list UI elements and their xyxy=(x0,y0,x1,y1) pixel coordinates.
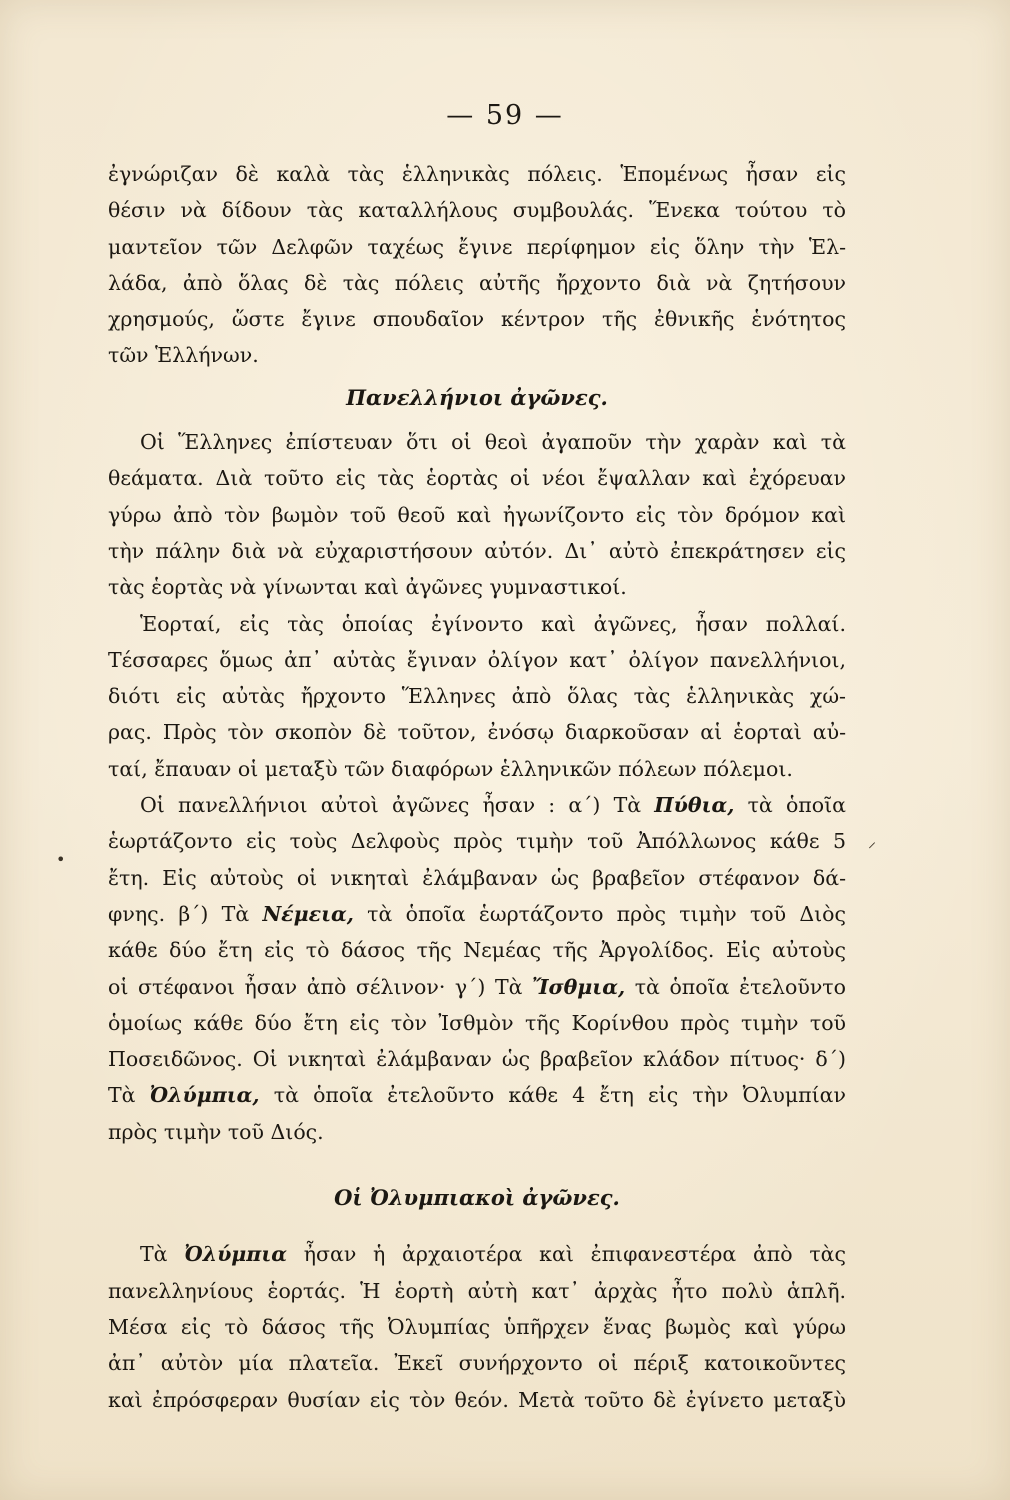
margin-dot: • xyxy=(56,850,66,869)
paragraph-olympia-origins xyxy=(108,1236,846,1417)
text-line: Μέσα εἰς τὸ δάσος τῆς Ὀλυμπίας ὑπῆρχεν ἕνας βωμὸς καὶ γύρω xyxy=(108,1314,846,1339)
text-line: ρας. Πρὸς τὸν σκοπὸν δὲ τοῦτον, ἐνόσῳ διαρκοῦσαν αἱ ἑορταὶ αὐ- xyxy=(108,720,846,745)
paragraph-delphi-oracle xyxy=(108,156,846,374)
text-line: πανελληνίους ἑορτάς. Ἡ ἑορτὴ αὐτὴ κατ᾿ ἀρχὰς ἦτο πολὺ ἁπλῆ. xyxy=(108,1278,846,1303)
text-line: μαντεῖον τῶν Δελφῶν ταχέως ἔγινε περίφημον εἰς ὅλην τὴν Ἑλ- xyxy=(108,234,846,259)
text-line: πρὸς τιμὴν τοῦ Διός. xyxy=(108,1119,324,1144)
text-line: τὰς ἑορτὰς νὰ γίνωνται καὶ ἀγῶνες γυμναστικοί. xyxy=(108,575,627,600)
page-number: — 59 — xyxy=(446,100,564,131)
text-line: θεάματα. Διὰ τοῦτο εἰς τὰς ἑορτὰς οἱ νέοι ἔψαλλαν καὶ ἐχόρευαν xyxy=(108,466,846,491)
text-line: Τὰ Ὀλύμπια, τὰ ὁποῖα ἐτελοῦντο κάθε 4 ἔτη εἰς τὴν Ὀλυμπίαν xyxy=(108,1083,846,1108)
text-line: φνης. β΄) Τὰ Νέμεια, τὰ ὁποῖα ἑωρτάζοντο πρὸς τιμὴν τοῦ Διὸς xyxy=(108,901,846,926)
game-name-pythia: Πύθια, xyxy=(654,793,735,818)
game-name-olympia: Ὀλύμπια xyxy=(184,1242,288,1267)
section-heading-olympic-games: Οἱ Ὀλυμπιακοὶ ἀγῶνες. xyxy=(334,1185,620,1211)
text-line: τῶν Ἑλλήνων. xyxy=(108,343,259,368)
text-line: ἑωρτάζοντο εἰς τοὺς Δελφοὺς πρὸς τιμὴν τοῦ Ἀπόλλωνος κάθε 5 xyxy=(108,829,846,854)
paragraph-games-origin xyxy=(108,424,846,605)
text-line: Οἱ πανελλήνιοι αὐτοὶ ἀγῶνες ἦσαν : α΄) Τὰ Πύθια, τὰ ὁποῖα xyxy=(140,793,846,818)
text-line: οἱ στέφανοι ἦσαν ἀπὸ σέλινον· γ΄) Τὰ Ἴσθμια, τὰ ὁποῖα ἐτελοῦντο xyxy=(108,974,846,999)
game-name-nemea: Νέμεια, xyxy=(262,901,354,926)
paragraph-list-of-games xyxy=(108,787,846,1150)
text-line: καὶ ἐπρόσφεραν θυσίαν εἰς τὸν θεόν. Μετὰ τοῦτο δὲ ἐγίνετο μεταξὺ xyxy=(108,1387,846,1412)
text-line: ἐγνώριζαν δὲ καλὰ τὰς ἑλληνικὰς πόλεις. Ἑπομένως ἦσαν εἰς xyxy=(108,162,846,186)
text-line: Τέσσαρες ὅμως ἀπ᾿ αὐτὰς ἔγιναν ὀλίγον κατ᾿ ὀλίγον πανελλήνιοι, xyxy=(108,647,846,672)
text-line: θέσιν νὰ δίδουν τὰς καταλλήλους συμβουλάς. Ἕνεκα τούτου τὸ xyxy=(108,198,846,223)
text-line: χρησμούς, ὥστε ἔγινε σπουδαῖον κέντρον τῆς ἐθνικῆς ἑνότητος xyxy=(108,307,846,332)
text-line: διότι εἰς αὐτὰς ἤρχοντο Ἕλληνες ἀπὸ ὅλας τὰς ἑλληνικὰς χώ- xyxy=(108,684,846,709)
text-line: λάδα, ἀπὸ ὅλας δὲ τὰς πόλεις αὐτῆς ἤρχοντο διὰ νὰ ζητήσουν xyxy=(108,270,846,295)
section-heading-panhellenic-games: Πανελλήνιοι ἀγῶνες. xyxy=(346,384,608,410)
text-line: τὴν πάλην διὰ νὰ εὐχαριστήσουν αὐτόν. Δι᾿ αὐτὸ ἐπεκράτησεν εἰς xyxy=(108,538,846,563)
text-line: Οἱ Ἕλληνες ἐπίστευαν ὅτι οἱ θεοὶ ἀγαποῦν τὴν χαρὰν καὶ τὰ xyxy=(140,430,846,455)
text-line: ἀπ᾿ αὐτὸν μία πλατεῖα. Ἐκεῖ συνήρχοντο οἱ πέριξ κατοικοῦντες xyxy=(108,1351,846,1376)
text-line: Ποσειδῶνος. Οἱ νικηταὶ ἐλάμβαναν ὡς βραβεῖον κλάδον πίτυος· δ΄) xyxy=(108,1047,846,1072)
text-line: γύρω ἀπὸ τὸν βωμὸν τοῦ θεοῦ καὶ ἠγωνίζοντο εἰς τὸν δρόμον καὶ xyxy=(108,502,846,527)
paragraph-four-festivals xyxy=(108,606,846,787)
text-line: κάθε δύο ἔτη εἰς τὸ δάσος τῆς Νεμέας τῆς Ἀργολίδος. Εἰς αὐτοὺς xyxy=(108,938,846,963)
game-name-olympia: Ὀλύμπια, xyxy=(149,1083,260,1108)
game-name-isthmia: Ἴσθμια, xyxy=(532,974,626,999)
text-line: ταί, ἔπαυαν οἱ μεταξὺ τῶν διαφόρων ἑλληνικῶν πόλεων πόλεμοι. xyxy=(108,756,793,781)
text-line: ὁμοίως κάθε δύο ἔτη εἰς τὸν Ἰσθμὸν τῆς Κορίνθου πρὸς τιμὴν τοῦ xyxy=(108,1010,846,1035)
text-line: Τὰ Ὀλύμπια ἦσαν ἡ ἀρχαιοτέρα καὶ ἐπιφανεστέρα ἀπὸ τὰς xyxy=(140,1242,846,1267)
page-body xyxy=(108,156,846,1418)
text-line: ἔτη. Εἰς αὐτοὺς οἱ νικηταὶ ἐλάμβαναν ὡς βραβεῖον στέφανον δά- xyxy=(108,865,846,890)
text-line: Ἑορταί, εἰς τὰς ὁποίας ἐγίνοντο καὶ ἀγῶνες, ἦσαν πολλαί. xyxy=(140,611,846,636)
margin-mark: ⸝ xyxy=(868,832,877,851)
